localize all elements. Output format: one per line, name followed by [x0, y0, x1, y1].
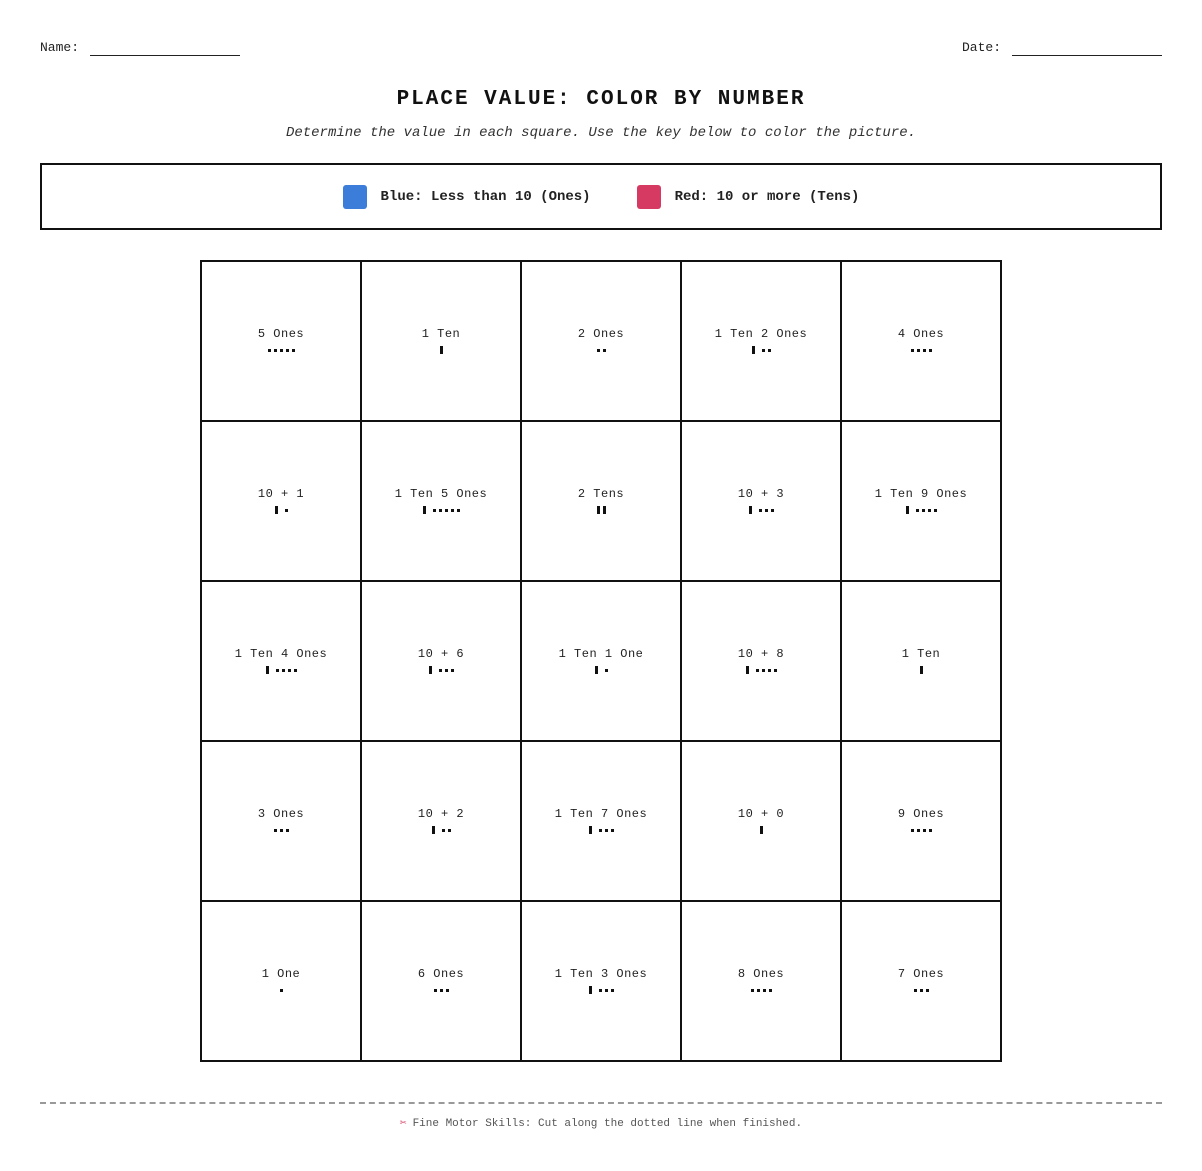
one-unit-icon [599, 829, 602, 832]
page-title: PLACE VALUE: COLOR BY NUMBER [396, 88, 806, 111]
base-ten-blocks [914, 985, 929, 995]
footer-note [0, 1116, 1202, 1130]
date-label: Date: [961, 40, 1001, 55]
grid-cell[interactable] [362, 262, 522, 422]
one-unit-icon [268, 349, 271, 352]
one-unit-icon [440, 989, 443, 992]
base-ten-blocks [911, 825, 932, 835]
base-ten-blocks [595, 665, 608, 675]
one-unit-icon [911, 349, 914, 352]
cell-label: 1 Ten 3 Ones [554, 967, 648, 981]
tens-rods [440, 346, 443, 354]
grid-cell[interactable] [842, 582, 1002, 742]
one-unit-icon [934, 509, 937, 512]
grid-cell[interactable] [522, 902, 682, 1062]
ten-rod-icon [760, 826, 763, 834]
cell-label: 10 + 3 [737, 487, 785, 501]
one-unit-icon [439, 669, 442, 672]
ones-units [276, 669, 297, 672]
cell-label: 5 Ones [257, 327, 305, 341]
ones-units [274, 829, 289, 832]
one-unit-icon [756, 669, 759, 672]
grid-cell[interactable] [842, 902, 1002, 1062]
base-ten-blocks [597, 345, 606, 355]
tens-rods [752, 346, 755, 354]
ten-rod-icon [752, 346, 755, 354]
ten-rod-icon [423, 506, 426, 514]
ten-rod-icon [597, 506, 600, 514]
tens-rods [429, 666, 432, 674]
grid-cell[interactable] [202, 582, 362, 742]
one-unit-icon [282, 669, 285, 672]
one-unit-icon [286, 349, 289, 352]
base-ten-blocks [274, 825, 289, 835]
color-key [40, 163, 1162, 230]
ones-units [599, 989, 614, 992]
ones-units [599, 829, 614, 832]
grid-cell[interactable] [202, 902, 362, 1062]
blue-swatch [343, 185, 367, 209]
ten-rod-icon [595, 666, 598, 674]
base-ten-blocks [275, 505, 288, 515]
grid-cell[interactable] [522, 582, 682, 742]
one-unit-icon [751, 989, 754, 992]
base-ten-blocks [911, 345, 932, 355]
ten-rod-icon [589, 826, 592, 834]
tens-rods [749, 506, 752, 514]
name-field[interactable] [40, 40, 240, 56]
one-unit-icon [765, 509, 768, 512]
base-ten-blocks [920, 665, 923, 675]
one-unit-icon [457, 509, 460, 512]
one-unit-icon [757, 989, 760, 992]
ten-rod-icon [440, 346, 443, 354]
ten-rod-icon [432, 826, 435, 834]
tens-rods [906, 506, 909, 514]
one-unit-icon [759, 509, 762, 512]
tens-rods [920, 666, 923, 674]
ones-units [911, 349, 932, 352]
ones-units [914, 989, 929, 992]
legend-item-red [637, 185, 860, 209]
ones-units [762, 349, 771, 352]
one-unit-icon [769, 989, 772, 992]
one-unit-icon [923, 829, 926, 832]
one-unit-icon [445, 669, 448, 672]
one-unit-icon [274, 349, 277, 352]
ones-units [433, 509, 460, 512]
grid-cell[interactable] [362, 742, 522, 902]
one-unit-icon [763, 989, 766, 992]
cell-label: 1 Ten 9 Ones [874, 487, 968, 501]
ten-rod-icon [266, 666, 269, 674]
grid-cell[interactable] [682, 742, 842, 902]
one-unit-icon [285, 509, 288, 512]
one-unit-icon [280, 349, 283, 352]
grid-cell[interactable] [842, 742, 1002, 902]
ones-units [434, 989, 449, 992]
base-ten-blocks [423, 505, 460, 515]
grid-cell[interactable] [202, 262, 362, 422]
tens-rods [589, 986, 592, 994]
one-unit-icon [611, 989, 614, 992]
grid-cell[interactable] [682, 422, 842, 582]
base-ten-blocks [266, 665, 297, 675]
name-blank-line[interactable] [90, 44, 240, 56]
base-ten-blocks [906, 505, 937, 515]
grid-cell[interactable] [202, 742, 362, 902]
base-ten-blocks [746, 665, 777, 675]
one-unit-icon [433, 509, 436, 512]
base-ten-blocks [268, 345, 295, 355]
cell-label: 9 Ones [897, 807, 945, 821]
cell-label: 7 Ones [897, 967, 945, 981]
ones-units [442, 829, 451, 832]
tens-rods [432, 826, 435, 834]
tens-rods [597, 506, 606, 514]
cell-label: 2 Ones [577, 327, 625, 341]
ones-units [280, 989, 283, 992]
one-unit-icon [922, 509, 925, 512]
cell-label: 1 Ten 4 Ones [234, 647, 328, 661]
ones-units [916, 509, 937, 512]
date-field[interactable] [962, 40, 1162, 56]
ones-units [751, 989, 772, 992]
one-unit-icon [439, 509, 442, 512]
one-unit-icon [926, 989, 929, 992]
ten-rod-icon [603, 506, 606, 514]
ones-units [759, 509, 774, 512]
cell-label: 6 Ones [417, 967, 465, 981]
one-unit-icon [914, 989, 917, 992]
one-unit-icon [774, 669, 777, 672]
base-ten-blocks [760, 825, 763, 835]
base-ten-blocks [597, 505, 606, 515]
tens-rods [266, 666, 269, 674]
base-ten-blocks [749, 505, 774, 515]
one-unit-icon [605, 829, 608, 832]
ones-units [439, 669, 454, 672]
one-unit-icon [274, 829, 277, 832]
grid-cell[interactable] [362, 902, 522, 1062]
ten-rod-icon [589, 986, 592, 994]
ten-rod-icon [906, 506, 909, 514]
one-unit-icon [917, 829, 920, 832]
ten-rod-icon [746, 666, 749, 674]
one-unit-icon [442, 829, 445, 832]
cell-label: 1 One [261, 967, 301, 981]
ones-units [597, 349, 606, 352]
cell-label: 10 + 8 [737, 647, 785, 661]
grid-cell[interactable] [522, 262, 682, 422]
tens-rods [423, 506, 426, 514]
ten-rod-icon [920, 666, 923, 674]
one-unit-icon [292, 349, 295, 352]
grid-cell[interactable] [682, 582, 842, 742]
tens-rods [589, 826, 592, 834]
header-row [40, 40, 1162, 56]
footer-text: Fine Motor Skills: Cut along the dotted line when finished. [412, 1118, 803, 1130]
tens-rods [275, 506, 278, 514]
base-ten-blocks [589, 825, 614, 835]
base-ten-blocks [429, 665, 454, 675]
color-by-number-grid [200, 260, 1002, 1062]
base-ten-blocks [280, 985, 283, 995]
grid-cell[interactable] [362, 582, 522, 742]
base-ten-blocks [751, 985, 772, 995]
one-unit-icon [603, 349, 606, 352]
one-unit-icon [928, 509, 931, 512]
ones-units [605, 669, 608, 672]
grid-cell[interactable] [202, 422, 362, 582]
base-ten-blocks [752, 345, 771, 355]
one-unit-icon [762, 669, 765, 672]
one-unit-icon [611, 829, 614, 832]
one-unit-icon [929, 349, 932, 352]
one-unit-icon [451, 669, 454, 672]
one-unit-icon [605, 669, 608, 672]
ones-units [285, 509, 288, 512]
date-blank-line[interactable] [1012, 44, 1162, 56]
cell-label: 3 Ones [257, 807, 305, 821]
ten-rod-icon [275, 506, 278, 514]
one-unit-icon [605, 989, 608, 992]
one-unit-icon [917, 349, 920, 352]
cell-label: 1 Ten [421, 327, 461, 341]
one-unit-icon [446, 989, 449, 992]
one-unit-icon [929, 829, 932, 832]
base-ten-blocks [434, 985, 449, 995]
name-label: Name: [40, 40, 80, 55]
one-unit-icon [451, 509, 454, 512]
one-unit-icon [768, 349, 771, 352]
one-unit-icon [280, 989, 283, 992]
one-unit-icon [762, 349, 765, 352]
ones-units [911, 829, 932, 832]
cell-label: 10 + 6 [417, 647, 465, 661]
cell-label: 1 Ten 1 One [558, 647, 644, 661]
one-unit-icon [288, 669, 291, 672]
cell-label: 10 + 0 [737, 807, 785, 821]
ten-rod-icon [749, 506, 752, 514]
cell-label: 1 Ten 2 Ones [714, 327, 808, 341]
base-ten-blocks [432, 825, 451, 835]
instructions: Determine the value in each square. Use the key below to color the picture. [285, 125, 917, 141]
grid-cell[interactable] [682, 262, 842, 422]
grid-cell[interactable] [522, 742, 682, 902]
one-unit-icon [920, 989, 923, 992]
tens-rods [595, 666, 598, 674]
ones-units [268, 349, 295, 352]
legend-item-blue [343, 185, 591, 209]
grid-cell[interactable] [362, 422, 522, 582]
one-unit-icon [434, 989, 437, 992]
one-unit-icon [771, 509, 774, 512]
one-unit-icon [597, 349, 600, 352]
base-ten-blocks [440, 345, 443, 355]
base-ten-blocks [589, 985, 614, 995]
one-unit-icon [448, 829, 451, 832]
cell-label: 1 Ten 5 Ones [394, 487, 488, 501]
one-unit-icon [294, 669, 297, 672]
cell-label: 1 Ten [901, 647, 941, 661]
cell-label: 8 Ones [737, 967, 785, 981]
scissors-icon: ✂ [399, 1118, 407, 1130]
ten-rod-icon [429, 666, 432, 674]
one-unit-icon [276, 669, 279, 672]
ones-units [756, 669, 777, 672]
cut-line [40, 1102, 1162, 1104]
one-unit-icon [599, 989, 602, 992]
tens-rods [760, 826, 763, 834]
grid-cell[interactable] [842, 422, 1002, 582]
red-swatch [637, 185, 661, 209]
cell-label: 10 + 2 [417, 807, 465, 821]
grid-cell[interactable] [522, 422, 682, 582]
one-unit-icon [768, 669, 771, 672]
cell-label: 4 Ones [897, 327, 945, 341]
cell-label: 10 + 1 [257, 487, 305, 501]
cell-label: 2 Tens [577, 487, 625, 501]
legend-label-blue: Blue: Less than 10 (Ones) [380, 188, 591, 205]
grid-cell[interactable] [682, 902, 842, 1062]
grid-cell[interactable] [842, 262, 1002, 422]
one-unit-icon [286, 829, 289, 832]
one-unit-icon [923, 349, 926, 352]
one-unit-icon [916, 509, 919, 512]
tens-rods [746, 666, 749, 674]
one-unit-icon [911, 829, 914, 832]
one-unit-icon [445, 509, 448, 512]
one-unit-icon [280, 829, 283, 832]
legend-label-red: Red: 10 or more (Tens) [674, 188, 860, 205]
cell-label: 1 Ten 7 Ones [554, 807, 648, 821]
